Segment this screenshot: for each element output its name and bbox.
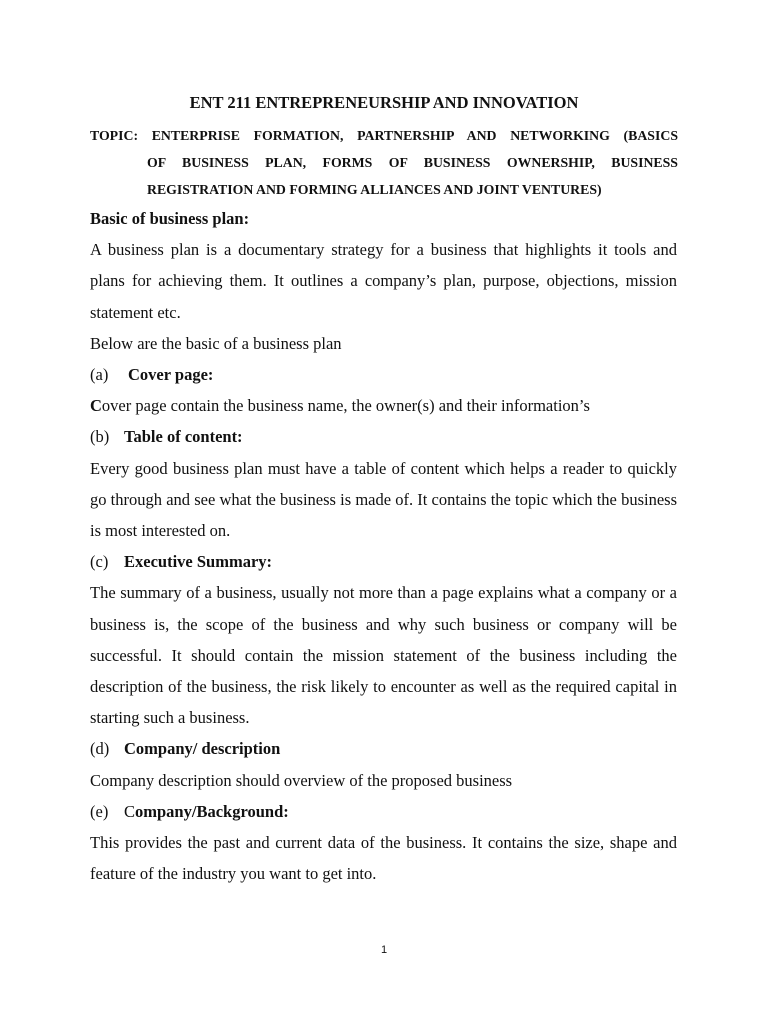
item-e-heading-line	[90, 796, 677, 827]
item-c-marker: (c)	[90, 552, 109, 572]
item-c-heading-line	[90, 546, 677, 577]
item-a-heading: Cover page:	[128, 365, 214, 385]
item-e-initial: C	[124, 801, 136, 821]
topic-line-2: OF BUSINESS PLAN, FORMS OF BUSINESS OWNERSHIP, BUSINESS	[147, 155, 678, 170]
topic-block	[90, 122, 678, 203]
item-c-heading: Executive Summary:	[124, 552, 273, 572]
item-a-body-text: over page contain the business name, the owner(s) and their information’s	[101, 396, 590, 416]
item-a-initial: C	[90, 396, 102, 416]
item-b-body: Every good business plan must have a table of content which helps a reader to quickly go through and see what the business is made of. It contains the topic which the business is most interested on.	[90, 458, 677, 541]
item-d-heading: Company/ description	[124, 739, 281, 759]
item-d-body: Company description should overview of the proposed business	[90, 770, 513, 790]
item-e-marker: (e)	[90, 801, 109, 821]
item-e-body: This provides the past and current data of the business. It contains the size, shape and feature of the industry you want to get into.	[90, 833, 677, 884]
item-a-heading-line	[90, 359, 677, 390]
item-c-body: The summary of a business, usually not more than a page explains what a company or a business is, the scope of the business and why such business or company will be successful. It should contain the mission statement of the business including the description of the business, the risk likely to encounter as well as the required capital in starting such a business.	[90, 583, 677, 728]
document-title: ENT 211 ENTREPRENEURSHIP AND INNOVATION	[189, 93, 579, 112]
item-b-marker: (b)	[90, 427, 110, 447]
below-paragraph: Below are the basic of a business plan	[90, 333, 342, 353]
document-body	[90, 203, 677, 889]
item-d-heading-line	[90, 733, 677, 764]
item-b-heading-line	[90, 421, 677, 452]
item-e-heading: ompany/Background:	[135, 801, 289, 821]
item-b-heading: Table of content:	[124, 427, 243, 447]
item-a-marker: (a)	[90, 365, 109, 385]
item-d-marker: (d)	[90, 739, 110, 759]
topic-line-3: REGISTRATION AND FORMING ALLIANCES AND JOINT VENTURES)	[147, 182, 602, 197]
page-number: 1	[380, 944, 388, 956]
item-a-body	[90, 390, 677, 421]
section-heading: Basic of business plan:	[90, 209, 250, 228]
intro-paragraph: A business plan is a documentary strategy for a business that highlights it tools and plans for achieving them. It outlines a company’s plan, purpose, objections, mission statement etc.	[90, 240, 677, 322]
topic-line-1: TOPIC: ENTERPRISE FORMATION, PARTNERSHIP AND NETWORKING (BASICS	[90, 128, 678, 143]
